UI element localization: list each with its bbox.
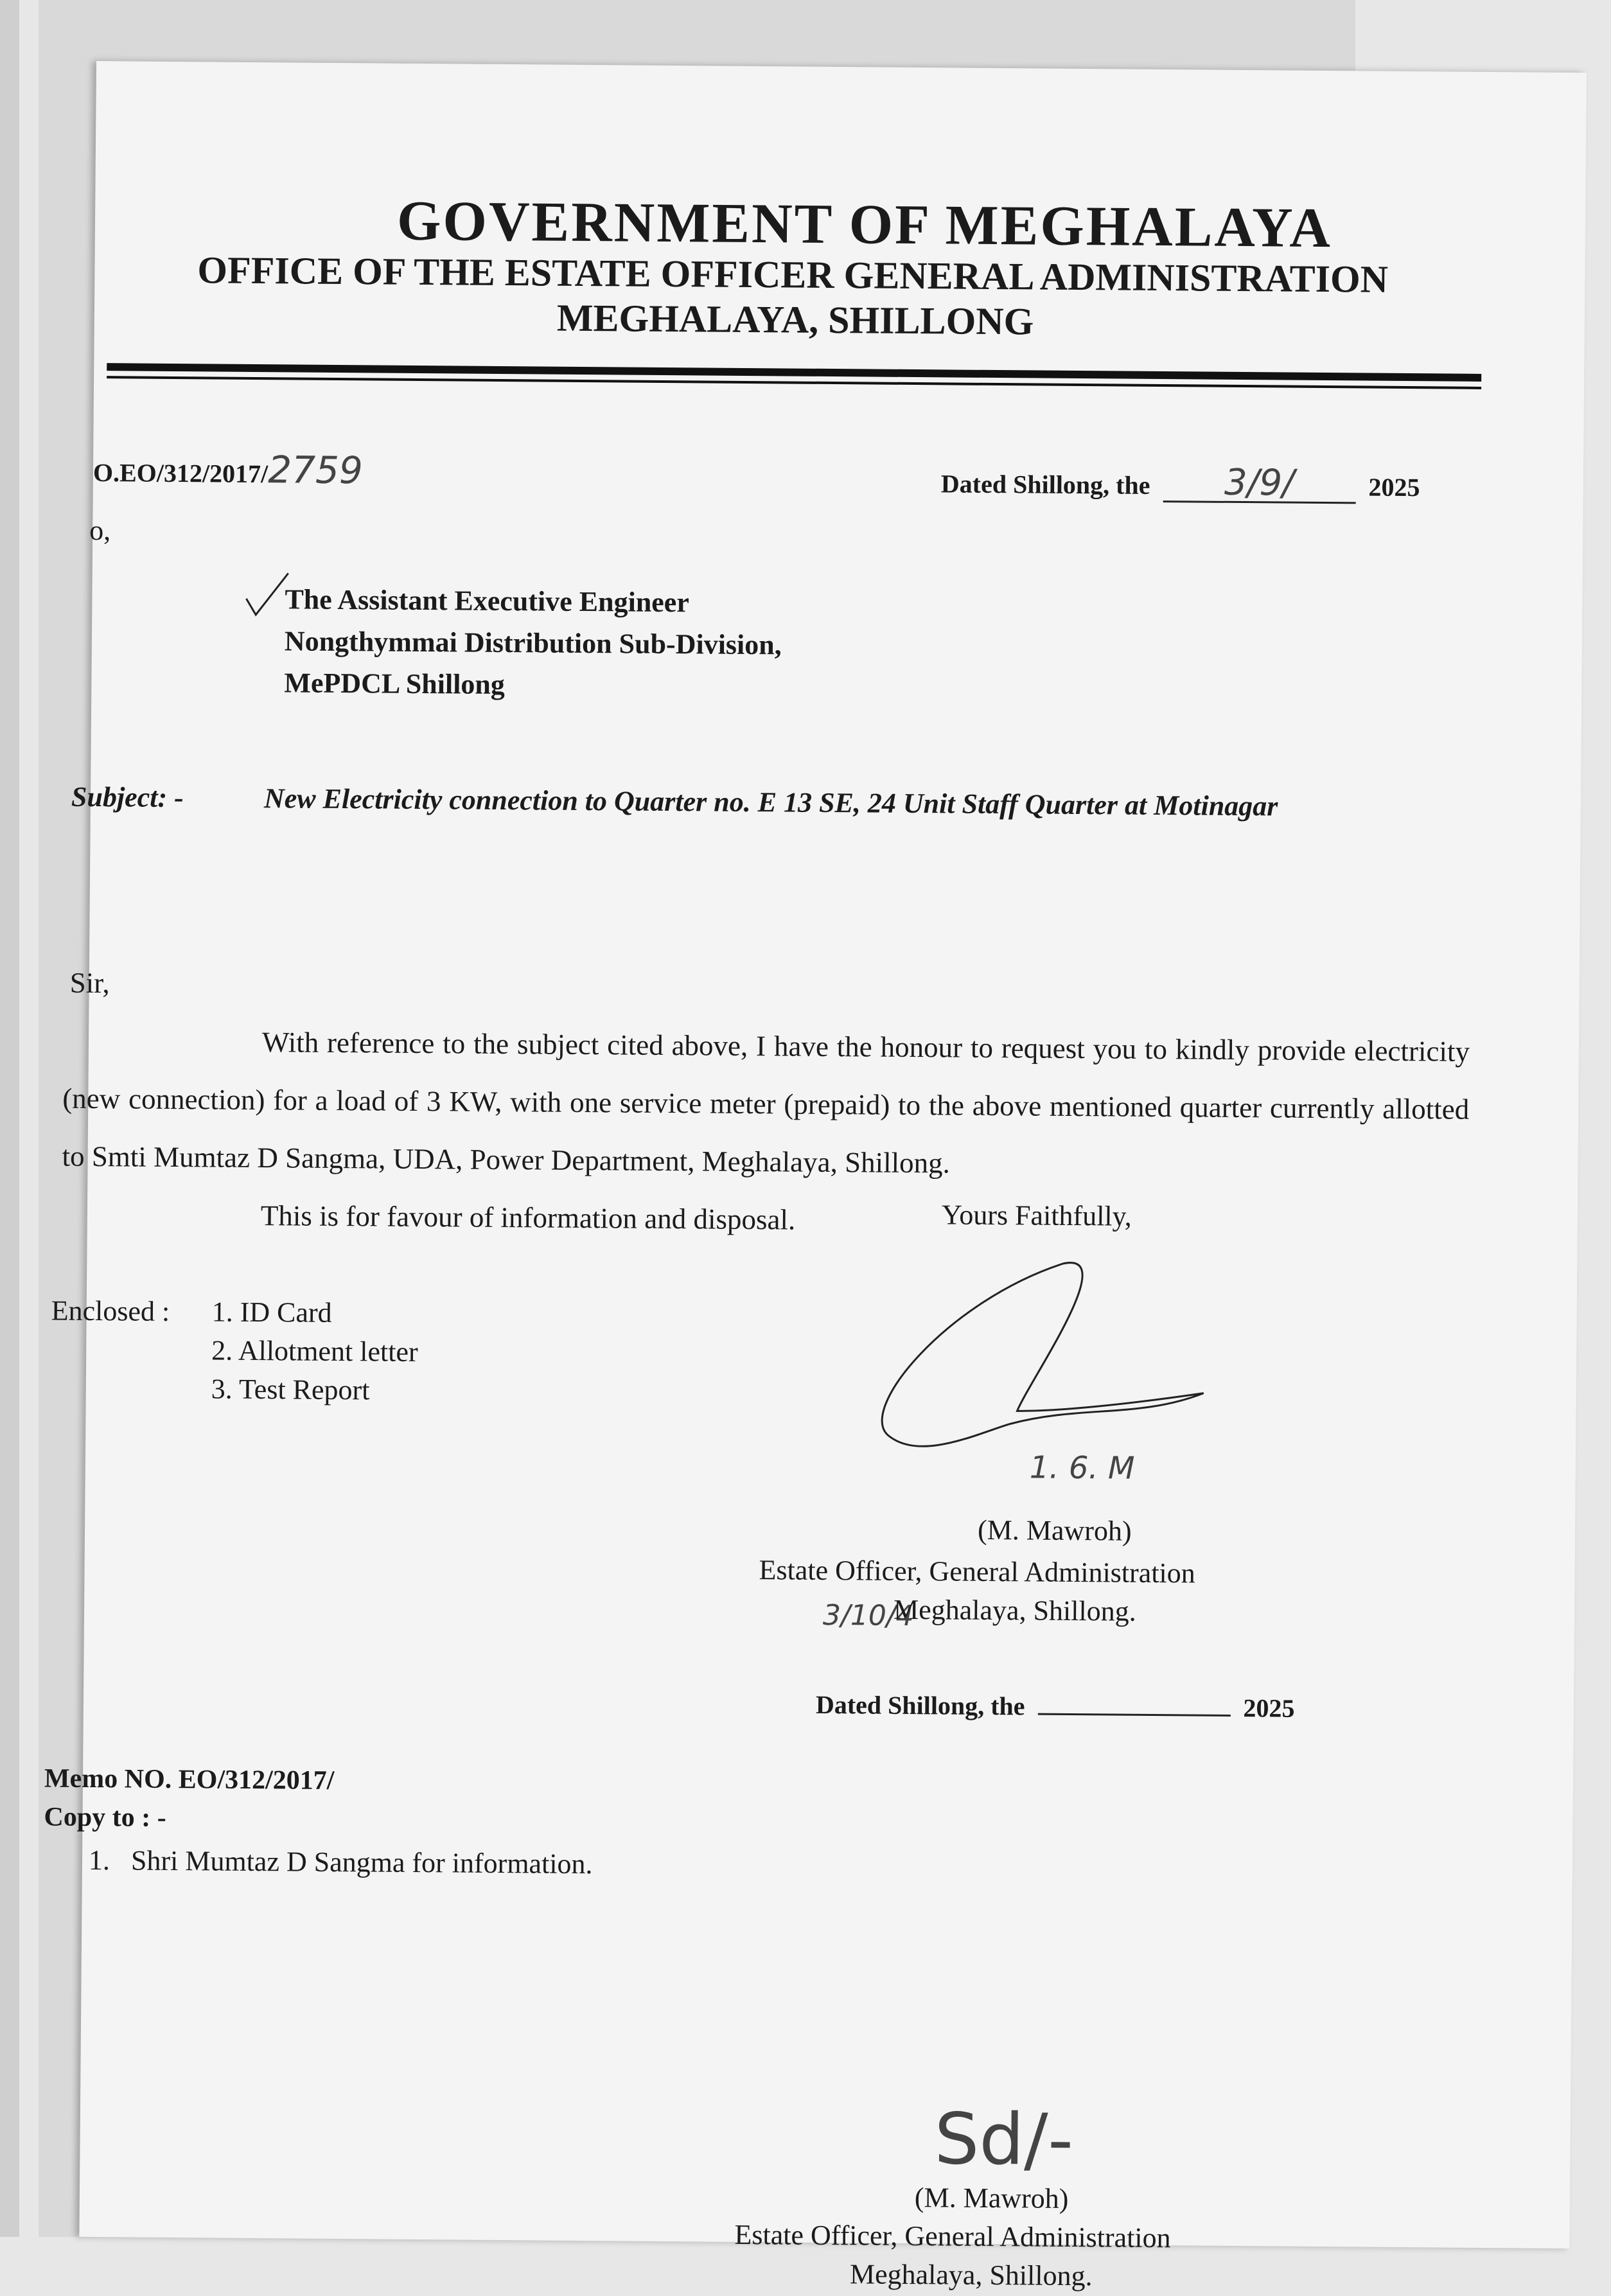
- signatory-place: Meghalaya, Shillong.: [893, 1593, 1136, 1627]
- header-place: MEGHALAYA, SHILLONG: [556, 296, 1034, 343]
- ref-dated-label: Dated Shillong, the: [940, 469, 1150, 500]
- checkmark-icon: [243, 570, 295, 622]
- signature-handwritten-date: 3/10/4: [822, 1598, 914, 1633]
- enclosed-label: Enclosed :: [51, 1294, 170, 1327]
- recipient-line2: Nongthymmai Distribution Sub-Division,: [284, 625, 782, 661]
- subject-text: New Electricity connection to Quarter no. E 13 SE, 24 Unit Staff Quarter at Motinagar: [263, 782, 1278, 822]
- signature-initials: 1. 6. M: [1029, 1449, 1135, 1487]
- subject-label: Subject: -: [71, 781, 184, 814]
- to-label: o,: [89, 514, 111, 547]
- signatory-name: (M. Mawroh): [977, 1514, 1132, 1547]
- letter-body: [62, 954, 1470, 1254]
- body-paragraph-2: This is for favour of information and disposal.: [260, 1199, 796, 1236]
- header-office: OFFICE OF THE ESTATE OFFICER GENERAL ADMINISTRATION: [197, 249, 1389, 301]
- closing: Yours Faithfully,: [941, 1199, 1132, 1232]
- enclosed-item-3: 3. Test Report: [211, 1373, 370, 1406]
- header-government: GOVERNMENT OF MEGHALAYA: [396, 190, 1333, 260]
- memo-date-blank: [1037, 1688, 1230, 1717]
- copy-signatory-place: Meghalaya, Shillong.: [849, 2258, 1093, 2292]
- ref-handwritten-date: 3/9/: [1163, 464, 1355, 504]
- signature-graphic: [850, 1249, 1211, 1483]
- memo-dated-label: Dated Shillong, the: [815, 1690, 1025, 1721]
- scan-edge: [0, 0, 19, 2237]
- memo-date: [816, 1686, 1295, 1724]
- ref-year: 2025: [1368, 472, 1420, 502]
- recipient-line3: MePDCL Shillong: [284, 667, 506, 701]
- salutation: Sir,: [69, 966, 110, 1000]
- copy-to-label: Copy to : -: [44, 1802, 166, 1833]
- signatory-title: Estate Officer, General Administration: [759, 1554, 1195, 1589]
- ref-date: [941, 463, 1420, 504]
- letter-page: [44, 61, 1587, 2292]
- copy-signatory-title: Estate Officer, General Administration: [734, 2218, 1171, 2254]
- memo-number: Memo NO. EO/312/2017/: [44, 1763, 335, 1796]
- ref-handwritten-number: 2759: [267, 448, 364, 493]
- copy-signatory-name: (M. Mawroh): [914, 2182, 1069, 2214]
- copy-to-item-1: 1. Shri Mumtaz D Sangma for information.: [88, 1844, 593, 1880]
- copy-sd-mark: Sd/-: [934, 2097, 1074, 2182]
- recipient-line1: The Assistant Executive Engineer: [285, 583, 690, 619]
- memo-year: 2025: [1243, 1693, 1295, 1723]
- reference-number: [93, 446, 363, 492]
- ref-number-text: O.EO/312/2017/: [92, 457, 268, 489]
- body-paragraph-1: With reference to the subject cited above, I have the honour to request you to kindly provide electricity (new connection) for a load of 3 KW, with one service meter (prepaid) to the above mentioned quarter currently allotted to Smti Mumtaz D Sangma, UDA, Power Department, Meghalaya, Shillong.: [62, 1026, 1470, 1179]
- enclosed-item-2: 2. Allotment letter: [211, 1334, 418, 1368]
- enclosed-item-1: 1. ID Card: [211, 1296, 332, 1329]
